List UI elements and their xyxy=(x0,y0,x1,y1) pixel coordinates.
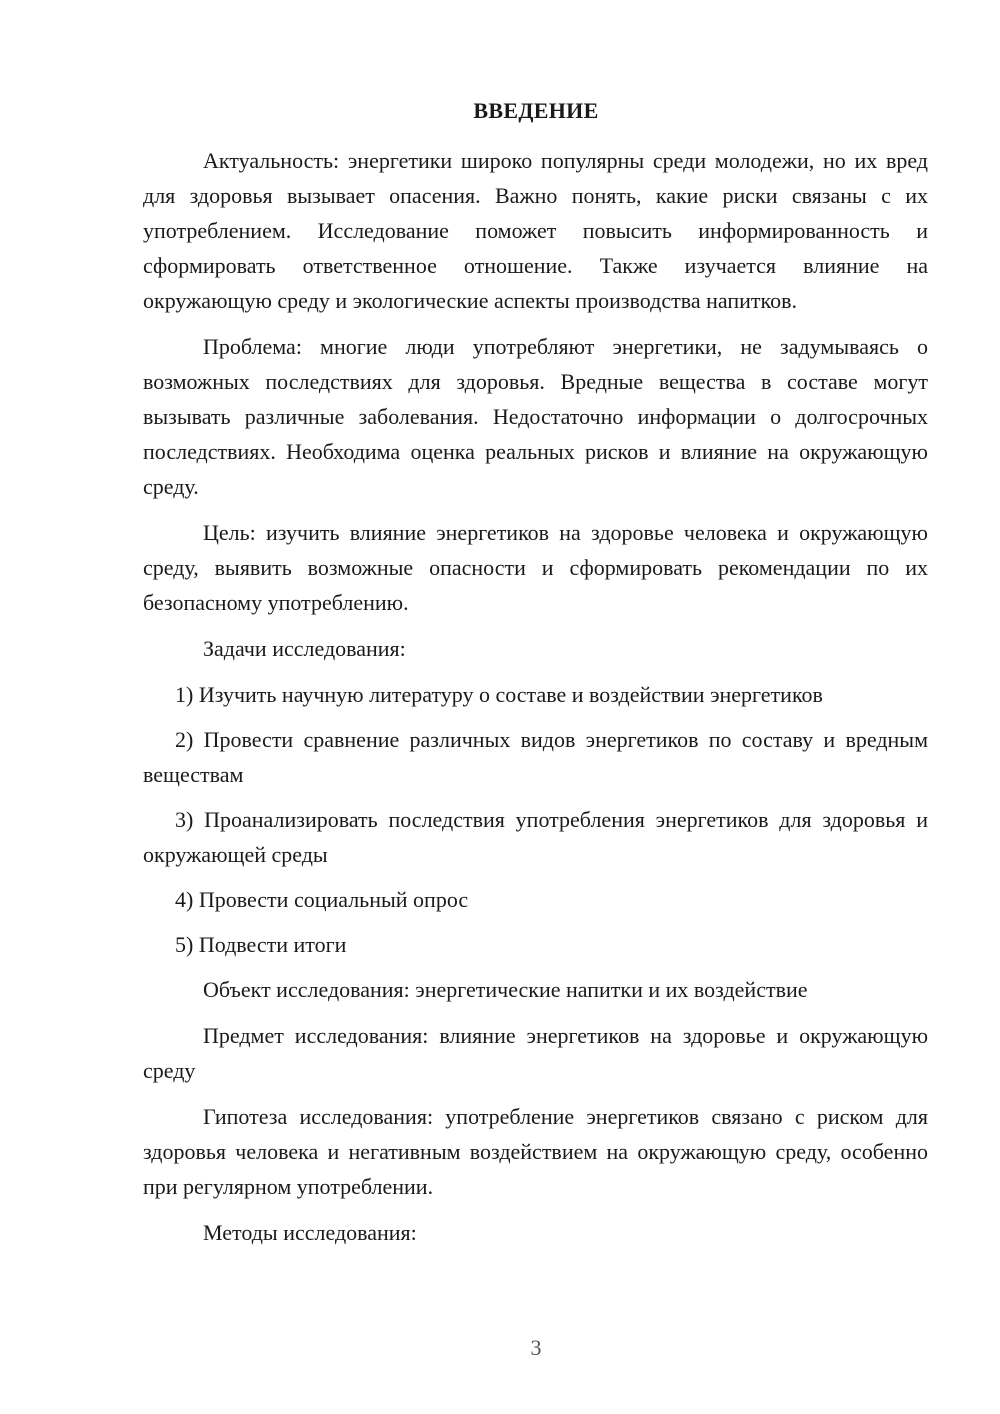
paragraph-object: Объект исследования: энергетические напитки и их воздействие xyxy=(203,977,808,1002)
paragraph-tasks-heading: Задачи исследования: xyxy=(203,636,406,661)
section-title: ВВЕДЕНИЕ xyxy=(473,98,599,123)
paragraph-relevance: Актуальность: энергетики широко популярны среди молодежи, но их вред для здоровья вызывает опасения. Важно понять, какие риски связаны с их употреблением. Исследование поможет повысить информированность и сформировать ответственное отношение. Также изучается влияние на окружающую среду и экологические аспекты производства напитков. xyxy=(143,148,928,313)
paragraph-hypothesis: Гипотеза исследования: употребление энергетиков связано с риском для здоровья человека и негативным воздействием на окружающую среду, особенно при регулярном употреблении. xyxy=(143,1104,928,1199)
task-item: 3) Проанализировать последствия употребления энергетиков для здоровья и окружающей среды xyxy=(143,807,928,867)
task-item: 5) Подвести итоги xyxy=(175,932,347,957)
paragraph-problem: Проблема: многие люди употребляют энергетики, не задумываясь о возможных последствиях для здоровья. Вредные вещества в составе могут вызывать различные заболевания. Недостаточно информации о долгосрочных последствиях. Необходима оценка реальных рисков и влияние на окружающую среду. xyxy=(143,334,928,499)
body-text xyxy=(143,143,928,1261)
paragraph-methods: Методы исследования: xyxy=(203,1220,417,1245)
task-item: 4) Провести социальный опрос xyxy=(175,887,469,912)
paragraph-subject: Предмет исследования: влияние энергетиков на здоровье и окружающую среду xyxy=(143,1023,928,1083)
paragraph-goal: Цель: изучить влияние энергетиков на здоровье человека и окружающую среду, выявить возможные опасности и сформировать рекомендации по их безопасному употреблению. xyxy=(143,520,928,615)
page-number: 3 xyxy=(530,1335,542,1360)
task-item: 2) Провести сравнение различных видов энергетиков по составу и вредным веществам xyxy=(143,727,928,787)
task-item: 1) Изучить научную литературу о составе и воздействии энергетиков xyxy=(175,682,823,707)
